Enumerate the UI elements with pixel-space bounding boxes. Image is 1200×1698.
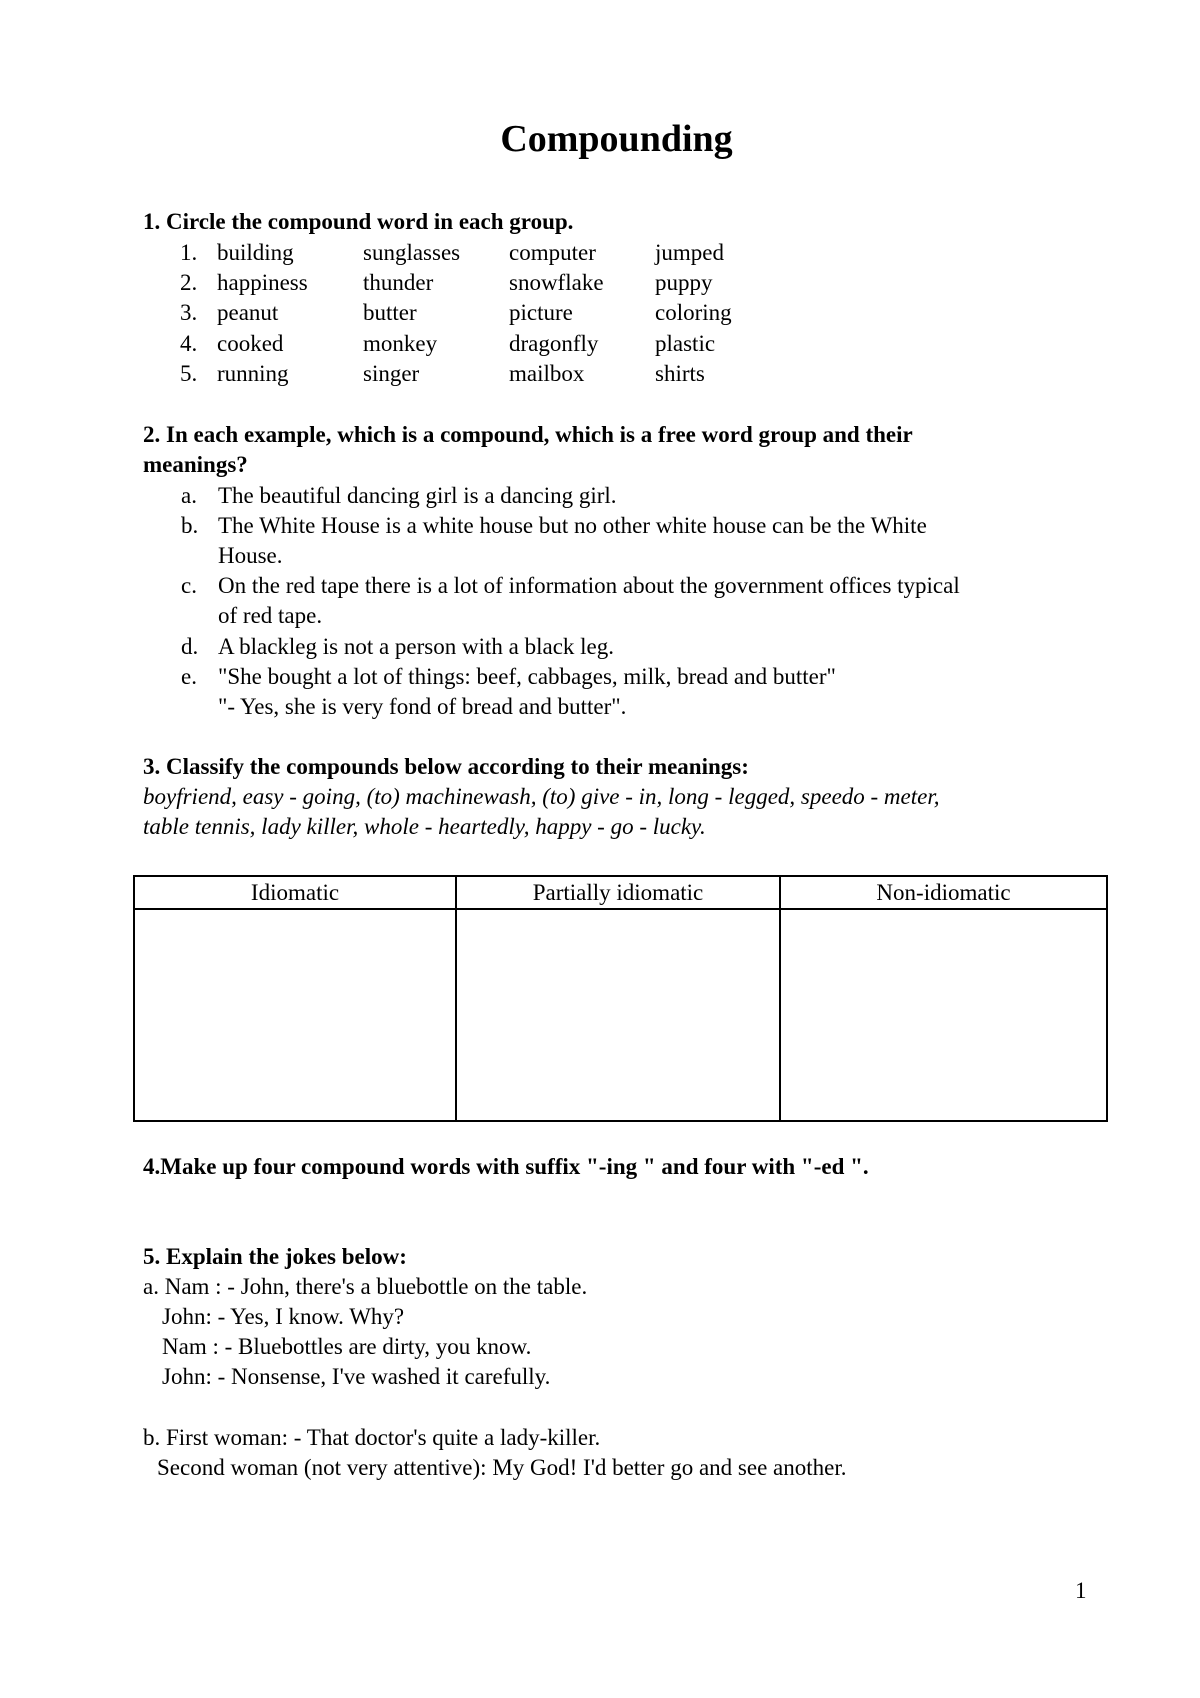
joke-a-line: John: - Yes, I know. Why?: [162, 1304, 405, 1329]
table-column-divider: [455, 877, 457, 1120]
q1-word: puppy: [655, 270, 713, 295]
q2-item-label: d.: [181, 634, 199, 659]
q2-item-text: of red tape.: [218, 603, 323, 628]
q2-item-label: e.: [181, 664, 197, 689]
q1-word: building: [217, 240, 294, 265]
q1-word: sunglasses: [363, 240, 461, 265]
q2-item-label: a.: [181, 483, 197, 508]
q1-word: running: [217, 361, 289, 386]
q1-row-number: 5.: [180, 361, 198, 386]
q2-item-text: House.: [218, 543, 283, 568]
q5-heading: 5. Explain the jokes below:: [143, 1244, 407, 1269]
classification-table: [133, 875, 1108, 1122]
q1-row-number: 2.: [180, 270, 198, 295]
q3-compound-list: boyfriend, easy - going, (to) machinewash, (to) give - in, long - legged, speedo - meter,: [143, 784, 940, 809]
q2-item-text: "She bought a lot of things: beef, cabbages, milk, bread and butter": [218, 664, 836, 689]
q1-word: plastic: [655, 331, 716, 356]
q2-item-text: The beautiful dancing girl is a dancing girl.: [218, 483, 617, 508]
q1-row-number: 1.: [180, 240, 198, 265]
q1-word: singer: [363, 361, 420, 386]
table-header-divider: [135, 908, 1106, 910]
q1-word: jumped: [655, 240, 724, 265]
q1-word: butter: [363, 300, 417, 325]
table-column-divider: [779, 877, 781, 1120]
page-number: 1: [1075, 1578, 1087, 1603]
q1-word: mailbox: [509, 361, 585, 386]
q2-item-label: c.: [181, 573, 197, 598]
q1-word: happiness: [217, 270, 308, 295]
q1-word: coloring: [655, 300, 732, 325]
q1-word: monkey: [363, 331, 438, 356]
q1-word: picture: [509, 300, 573, 325]
q2-heading: 2. In each example, which is a compound, which is a free word group and their: [143, 422, 913, 447]
q1-word: dragonfly: [509, 331, 599, 356]
q1-word: snowflake: [509, 270, 604, 295]
q1-word: cooked: [217, 331, 284, 356]
joke-a-line: a. Nam : - John, there's a bluebottle on the table.: [143, 1274, 588, 1299]
q1-word: computer: [509, 240, 596, 265]
q3-compound-list-continued: table tennis, lady killer, whole - heartedly, happy - go - lucky.: [143, 814, 706, 839]
table-header-idiomatic: Idiomatic: [250, 880, 340, 905]
q4-heading: 4.Make up four compound words with suffix "-ing " and four with "-ed ".: [143, 1154, 869, 1179]
joke-a-line: Nam : - Bluebottles are dirty, you know.: [162, 1334, 532, 1359]
joke-b-line: b. First woman: - That doctor's quite a lady-killer.: [143, 1425, 601, 1450]
table-header-non-idiomatic: Non-idiomatic: [876, 880, 1011, 905]
q1-word: shirts: [655, 361, 705, 386]
q2-heading-continued: meanings?: [143, 452, 248, 477]
joke-a-line: John: - Nonsense, I've washed it carefully.: [162, 1364, 551, 1389]
q2-item-text: A blackleg is not a person with a black leg.: [218, 634, 615, 659]
q3-heading: 3. Classify the compounds below according to their meanings:: [143, 754, 749, 779]
q2-item-text: "- Yes, she is very fond of bread and butter".: [218, 694, 627, 719]
joke-b-line: Second woman (not very attentive): My God! I'd better go and see another.: [157, 1455, 847, 1480]
q1-word: thunder: [363, 270, 434, 295]
q1-row-number: 3.: [180, 300, 198, 325]
q2-item-text: On the red tape there is a lot of information about the government offices typical: [218, 573, 960, 598]
q1-heading: 1. Circle the compound word in each group.: [143, 209, 574, 234]
page-title: Compounding: [500, 118, 733, 160]
q1-row-number: 4.: [180, 331, 198, 356]
q1-word: peanut: [217, 300, 279, 325]
q2-item-label: b.: [181, 513, 199, 538]
table-header-partially-idiomatic: Partially idiomatic: [532, 880, 704, 905]
q2-item-text: The White House is a white house but no other white house can be the White: [218, 513, 927, 538]
